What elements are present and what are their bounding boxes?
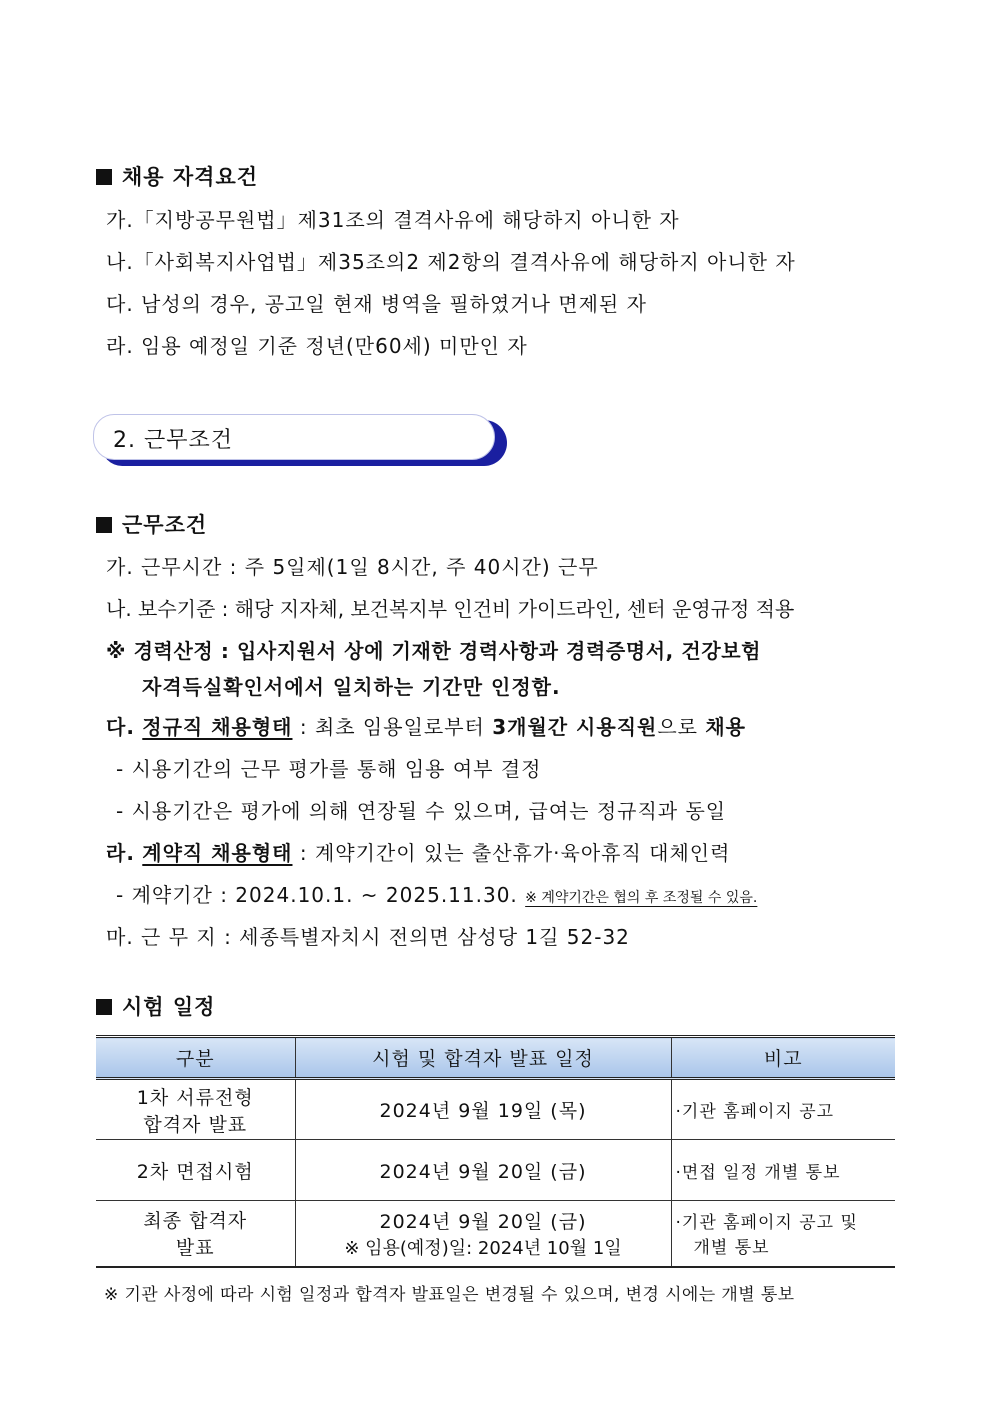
contract-note: ※ 계약기간은 협의 후 조정될 수 있음. [525,890,758,906]
qualification-item: 다. 남성의 경우, 공고일 현재 병역을 필하였거나 면제된 자 [106,292,647,316]
column-header: 비고 [671,1037,895,1079]
schedule-footnote: ※ 기관 사정에 따라 시험 일정과 합격자 발표일은 변경될 수 있으며, 변경 시에는 개별 통보 [104,1285,795,1305]
table-header-row [96,1037,895,1079]
square-bullet-icon [96,169,112,185]
conditions-heading: 근무조건 [96,509,207,539]
regular-employment: 다. 정규직 채용형태 : 최초 임용일로부터 3개월간 시용직원으로 채용 [106,715,746,739]
table-row: 1차 서류전형 합격자 발표 2024년 9월 19일 (목) ·기관 홈페이지 공고 [96,1079,895,1140]
schedule-table [96,1035,895,1268]
square-bullet-icon [96,517,112,533]
section-title: 2. 근무조건 [113,428,233,453]
qualifications-heading: 채용 자격요건 [96,161,258,191]
table-row: 2차 면접시험 2024년 9월 20일 (금) ·면접 일정 개별 통보 [96,1140,895,1201]
contract-employment: 라. 계약직 채용형태 : 계약기간이 있는 출산휴가·육아휴직 대체인력 [106,841,731,865]
schedule-heading: 시험 일정 [96,991,215,1021]
work-location: 마. 근 무 지 : 세종특별자치시 전의면 삼성당 1길 52-32 [106,925,630,949]
contract-label: 계약직 채용형태 [142,841,293,865]
column-header: 구분 [96,1037,295,1079]
career-note-line2: 자격득실확인서에서 일치하는 기간만 인정함. [142,675,561,699]
section-banner [93,414,507,466]
regular-sub-item: - 시용기간의 근무 평가를 통해 임용 여부 결정 [116,757,542,781]
contract-period: - 계약기간 : 2024.10.1. ~ 2025.11.30. ※ 계약기간은 협의 후 조정될 수 있음. [116,883,758,907]
work-hours: 가. 근무시간 : 주 5일제(1일 8시간, 주 40시간) 근무 [106,555,599,579]
pay-standard: 나. 보수기준 : 해당 지자체, 보건복지부 인건비 가이드라인, 센터 운영규정 적용 [106,597,795,621]
qualification-item: 라. 임용 예정일 기준 정년(만60세) 미만인 자 [106,334,528,358]
table-row: 최종 합격자 발표 2024년 9월 20일 (금) ※ 임용(예정)일: 2024년 10월 1일 ·기관 홈페이지 공고 및 개별 통보 [96,1201,895,1267]
regular-label: 정규직 채용형태 [142,715,293,739]
qualification-item: 가.「지방공무원법」제31조의 결격사유에 해당하지 아니한 자 [106,208,680,232]
regular-sub-item: - 시용기간은 평가에 의해 연장될 수 있으며, 급여는 정규직과 동일 [116,799,727,823]
qualification-item: 나.「사회복지사업법」제35조의2 제2항의 결격사유에 해당하지 아니한 자 [106,250,796,274]
appointment-date: ※ 임용(예정)일: 2024년 10월 1일 [344,1237,622,1259]
square-bullet-icon [96,999,112,1015]
column-header: 시험 및 합격자 발표 일정 [295,1037,671,1079]
career-note-line1: ※ 경력산정 : 입사지원서 상에 기재한 경력사항과 경력증명서, 건강보험 [106,639,762,663]
